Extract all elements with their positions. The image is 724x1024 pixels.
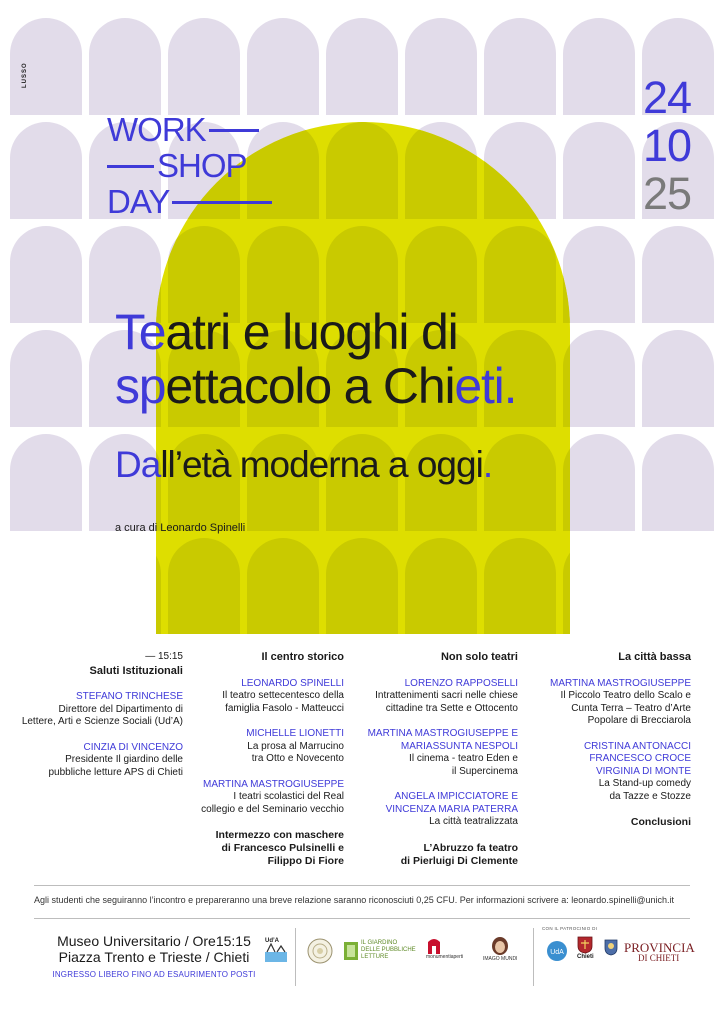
pattern-arch xyxy=(563,226,635,323)
date-year: 25 xyxy=(642,168,691,219)
giardino-letture-logo: IL GIARDINO DELLE PUBBLICHE LETTURE xyxy=(344,940,416,961)
university-seal-logo xyxy=(307,938,333,964)
event-subtitle: Dall’età moderna a oggi. xyxy=(115,444,493,485)
closing-performance: L’Abruzzo fa teatro di Pierluigi Di Clemente xyxy=(400,841,518,867)
pattern-arch-overlay xyxy=(642,538,714,634)
svg-text:UdA: UdA xyxy=(550,949,564,956)
pattern-arch xyxy=(247,18,319,115)
speaker-entry: STEFANO TRINCHESE Direttore del Dipartimento di Lettere, Arti e Scienze Sociali (Ud’A) xyxy=(21,691,183,727)
patronage-label: CON IL PATROCINIO DI xyxy=(542,926,598,931)
workshop-word-work: WORK xyxy=(107,111,206,148)
pattern-arch xyxy=(168,18,240,115)
pattern-arch xyxy=(405,18,477,115)
pattern-arch-overlay xyxy=(10,538,82,634)
section-heading: Il centro storico xyxy=(261,651,344,663)
conclusion: Conclusioni xyxy=(630,816,691,828)
workshop-day-logo xyxy=(107,112,272,220)
section-heading: La città bassa xyxy=(618,651,691,663)
pattern-arch xyxy=(484,18,556,115)
section-heading: Saluti Istituzionali xyxy=(89,664,183,677)
portrait-icon xyxy=(489,936,511,956)
curator-credit: a cura di Leonardo Spinelli xyxy=(115,522,246,534)
event-date xyxy=(643,74,691,218)
monumenti-icon xyxy=(426,938,442,954)
crest-icon xyxy=(604,938,618,956)
pattern-arch-overlay xyxy=(89,538,161,634)
pattern-arch-overlay xyxy=(247,538,319,634)
coat-of-arms-icon xyxy=(577,936,593,954)
workshop-word-shop: SHOP xyxy=(157,147,247,184)
speaker-entry: MARTINA MASTROGIUSEPPE E MARIASSUNTA NESPOLI Il cinema - teatro Eden e il Supercinema xyxy=(367,728,518,777)
cfu-note: Agli studenti che seguiranno l’incontro e prepareranno una breve relazione saranno riconosciuti 0,25 CFU. Per informazioni scrivere a: leonardo.spinelli@unich.it xyxy=(34,895,674,905)
comune-chieti-logo: Chieti xyxy=(577,936,594,961)
section-heading: Non solo teatri xyxy=(440,651,518,663)
date-day: 24 xyxy=(642,72,691,123)
program-column-opening xyxy=(13,651,183,792)
footer-divider xyxy=(34,885,690,886)
pattern-arch xyxy=(563,122,635,219)
pattern-arch xyxy=(10,18,82,115)
provincia-chieti-logo: PROVINCIA DI CHIETI xyxy=(624,940,695,963)
pattern-arch xyxy=(642,226,714,323)
pattern-arch-overlay xyxy=(168,538,240,634)
pattern-arch xyxy=(563,330,635,427)
pattern-arch xyxy=(10,330,82,427)
pattern-arch-overlay xyxy=(484,538,556,634)
speaker-entry: CINZIA DI VINCENZO Presidente Il giardino delle pubbliche letture APS di Chieti xyxy=(48,741,183,778)
program-column-citta-bassa xyxy=(521,651,691,829)
brand-mark: LUSSO xyxy=(22,62,28,88)
event-title: Teatri e luoghi di spettacolo a Chieti. xyxy=(115,304,517,414)
interlude: Intermezzo con maschere di Francesco Pulsinelli e Filippo Di Fiore xyxy=(215,829,344,867)
uda-art-logo: Ud’A xyxy=(263,938,289,964)
pattern-arch xyxy=(563,434,635,531)
provincia-crest-logo xyxy=(604,938,618,956)
speaker-entry: MARTINA MASTROGIUSEPPE I teatri scolastici del Real collegio e del Seminario vecchio xyxy=(201,778,344,815)
speaker-entry: LORENZO RAPPOSELLI Intrattenimenti sacri nelle chiese cittadine tra Sette e Ottocento xyxy=(375,677,518,714)
venue-info: Museo Universitario / Ore15:15 Piazza Trento e Trieste / Chieti xyxy=(57,933,251,965)
speaker-entry: MARTINA MASTROGIUSEPPE Il Piccolo Teatro dello Scalo e Cunta Terra – Teatro d’Arte Popolare di Brecciarola xyxy=(550,677,691,726)
speaker-entry: ANGELA IMPICCIATORE E VINCENZA MARIA PATERRA La città teatralizzata xyxy=(385,791,518,827)
pattern-arch xyxy=(326,18,398,115)
pattern-arch-overlay xyxy=(326,538,398,634)
pattern-arch xyxy=(89,18,161,115)
pattern-arch-overlay xyxy=(326,122,398,219)
pattern-arch xyxy=(10,434,82,531)
program-column-non-solo-teatri xyxy=(348,651,518,868)
date-month: 10 xyxy=(642,120,691,171)
workshop-word-day: DAY xyxy=(107,183,170,220)
pattern-arch xyxy=(563,18,635,115)
speaker-entry: LEONARDO SPINELLI Il teatro settecentesco della famiglia Fasolo - Matteucci xyxy=(222,677,344,714)
pattern-arch xyxy=(10,122,82,219)
footer-divider xyxy=(34,918,690,919)
uda-patron-icon xyxy=(545,940,569,962)
free-entry-note: INGRESSO LIBERO FINO AD ESAURIMENTO POSTI xyxy=(52,970,256,979)
pattern-arch-overlay xyxy=(405,538,477,634)
seal-icon xyxy=(307,938,333,964)
uda-patron-logo xyxy=(545,940,569,962)
pattern-arch xyxy=(642,330,714,427)
logo-divider xyxy=(295,928,296,986)
program-column-centro-storico xyxy=(174,651,344,868)
start-time: — 15:15 xyxy=(145,651,183,662)
logo-divider xyxy=(533,928,534,986)
pattern-arch xyxy=(10,226,82,323)
pattern-arch-overlay xyxy=(563,538,635,634)
speaker-entry: MICHELLE LIONETTI La prosa al Marrucino tra Otto e Novecento xyxy=(246,728,344,764)
monumenti-aperti-logo: monumentiaperti xyxy=(426,938,463,961)
pattern-arch-overlay xyxy=(484,434,556,531)
speaker-entry: CRISTINA ANTONACCI FRANCESCO CROCE VIRGINIA DI MONTE La Stand-up comedy da Tazze e Stozze xyxy=(583,740,691,802)
book-icon xyxy=(344,942,358,960)
imago-mundi-logo: IMAGO MUNDI xyxy=(483,936,517,963)
pattern-arch xyxy=(642,434,714,531)
